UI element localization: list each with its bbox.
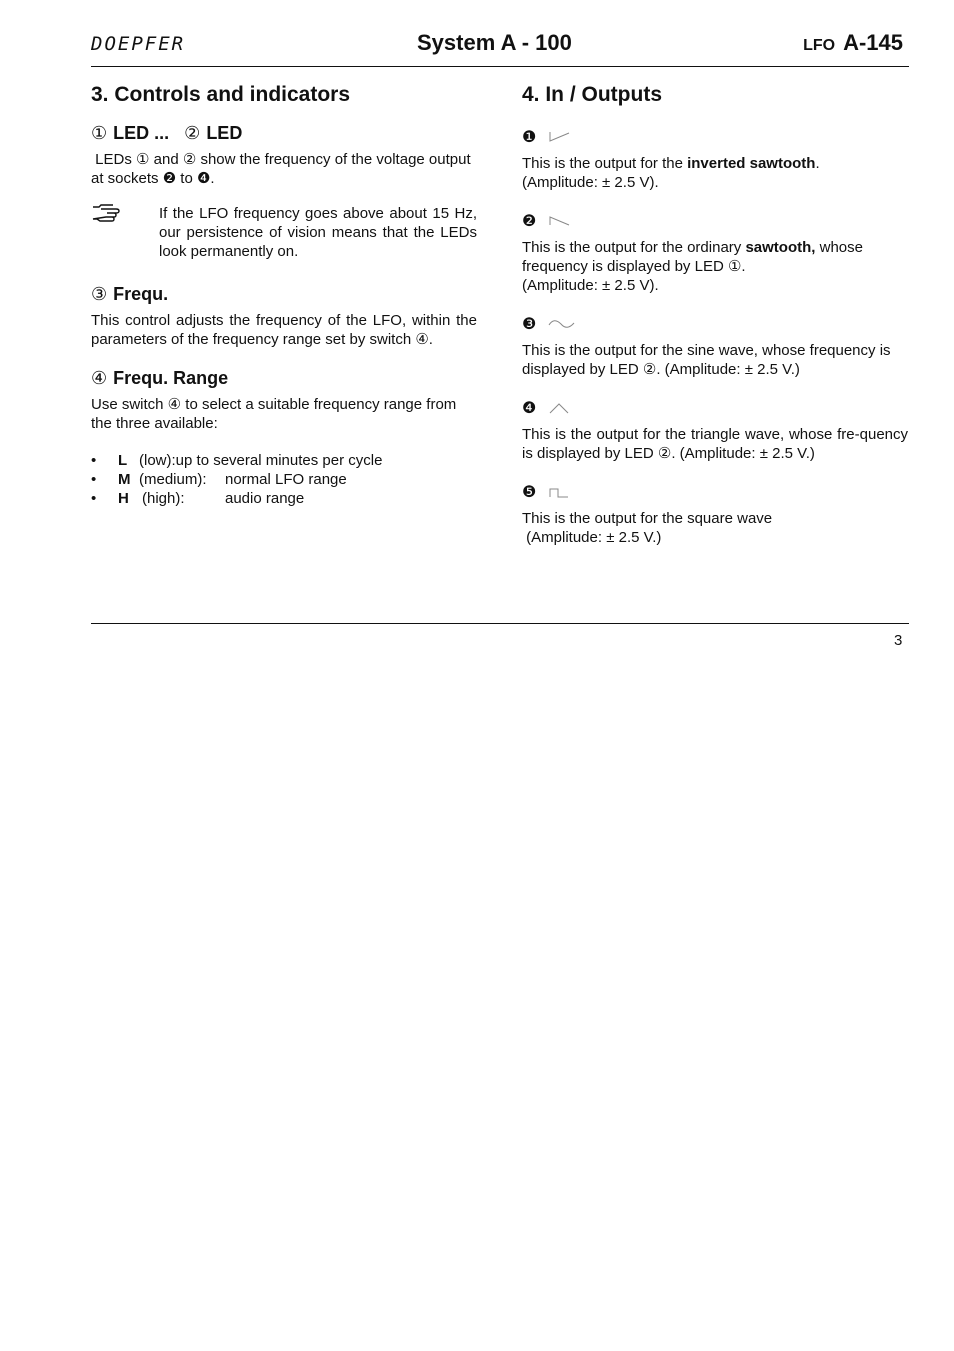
- module-id: A-145: [843, 30, 903, 55]
- list-item: [91, 451, 477, 470]
- range-desc: up to several minutes per cycle: [175, 452, 383, 469]
- socket-5-heading: [522, 481, 908, 503]
- frequ-label: Frequ.: [113, 284, 169, 304]
- pointing-hand-icon: [91, 204, 159, 261]
- footer-divider: [91, 623, 909, 624]
- module-title: [803, 30, 903, 56]
- text: This is the output for the: [522, 155, 688, 172]
- socket-3-heading: [522, 313, 908, 335]
- socket-5-number: ❺: [522, 483, 537, 501]
- socket-3-number: ❸: [522, 315, 537, 333]
- socket-2-description: [522, 238, 908, 295]
- section-title-outputs: 4. In / Outputs: [522, 83, 662, 106]
- sawtooth-icon: [548, 214, 572, 228]
- emphasis: inverted sawtooth: [687, 155, 816, 172]
- led-heading: [91, 122, 477, 144]
- system-title: System A - 100: [417, 30, 572, 55]
- amplitude: (Amplitude: ± 2.5 V).: [522, 174, 659, 191]
- bullet: •: [91, 490, 97, 507]
- text: whose frequency is displayed by LED ①.: [522, 239, 863, 275]
- range-key: M: [118, 471, 131, 488]
- list-item: [91, 470, 477, 489]
- range-mode: (high):: [142, 490, 185, 507]
- brand-logo: DOEPFER: [91, 33, 186, 55]
- header-divider: [91, 66, 909, 67]
- frequ-heading: [91, 283, 477, 305]
- socket-2-number: ❷: [522, 212, 537, 230]
- range-desc: normal LFO range: [225, 471, 347, 488]
- list-item: [91, 489, 477, 508]
- socket-3-description: This is the output for the sine wave, whose frequency is displayed by LED ②. (Amplitude: ± 2.5 V.): [522, 342, 891, 378]
- page-number: 3: [894, 632, 903, 649]
- range-description: Use switch ④ to select a suitable frequency range from the three available:: [91, 396, 457, 432]
- bullet: •: [91, 452, 97, 469]
- note-text: If the LFO frequency goes above about 15 Hz, our persistence of vision means that the LEDs look permanently on.: [159, 205, 477, 260]
- socket-2-heading: [522, 210, 908, 232]
- socket-1-description: [522, 154, 908, 192]
- section-title-controls: 3. Controls and indicators: [91, 83, 351, 106]
- socket-5-description: [522, 509, 908, 547]
- amplitude: (Amplitude: ± 2.5 V).: [522, 277, 659, 294]
- frequ-symbol: ③: [91, 284, 108, 304]
- range-desc: audio range: [225, 490, 305, 507]
- range-key: H: [118, 490, 129, 507]
- page-header: [91, 28, 909, 68]
- text: This is the output for the ordinary: [522, 239, 746, 256]
- sine-wave-icon: [548, 317, 576, 331]
- range-label: Frequ. Range: [113, 368, 229, 388]
- range-key: L: [118, 452, 128, 469]
- socket-4-number: ❹: [522, 399, 537, 417]
- square-wave-icon: [548, 485, 572, 499]
- module-type: LFO: [803, 37, 836, 54]
- socket-1-heading: [522, 126, 908, 148]
- led1-label: LED ...: [113, 123, 170, 143]
- led2-symbol: ②: [184, 123, 201, 143]
- triangle-wave-icon: [548, 401, 572, 415]
- amplitude: (Amplitude: ± 2.5 V.): [522, 529, 662, 546]
- range-mode: (medium):: [139, 471, 207, 488]
- outputs-section: [522, 82, 908, 547]
- range-symbol: ④: [91, 368, 108, 388]
- bullet: •: [91, 471, 97, 488]
- led1-symbol: ①: [91, 123, 108, 143]
- socket-4-description: This is the output for the triangle wave, whose fre-quency is displayed by LED ②. (Amplitude: ± 2.5 V.): [522, 426, 908, 462]
- frequency-note: [91, 204, 477, 261]
- range-mode: (low):: [139, 452, 176, 469]
- inverted-sawtooth-icon: [548, 130, 572, 144]
- led-description: LEDs ① and ② show the frequency of the voltage output at sockets ❷ to ❹.: [91, 151, 475, 187]
- text: .: [815, 155, 820, 172]
- range-list: [91, 451, 477, 508]
- text: This is the output for the square wave: [522, 510, 773, 527]
- controls-section: [91, 82, 477, 508]
- socket-4-heading: [522, 397, 908, 419]
- frequ-description: This control adjusts the frequency of the LFO, within the parameters of the frequency range set by switch ④.: [91, 312, 477, 348]
- socket-1-number: ❶: [522, 128, 537, 146]
- led2-label: LED: [206, 123, 243, 143]
- range-heading: [91, 367, 477, 389]
- emphasis: sawtooth,: [745, 239, 816, 256]
